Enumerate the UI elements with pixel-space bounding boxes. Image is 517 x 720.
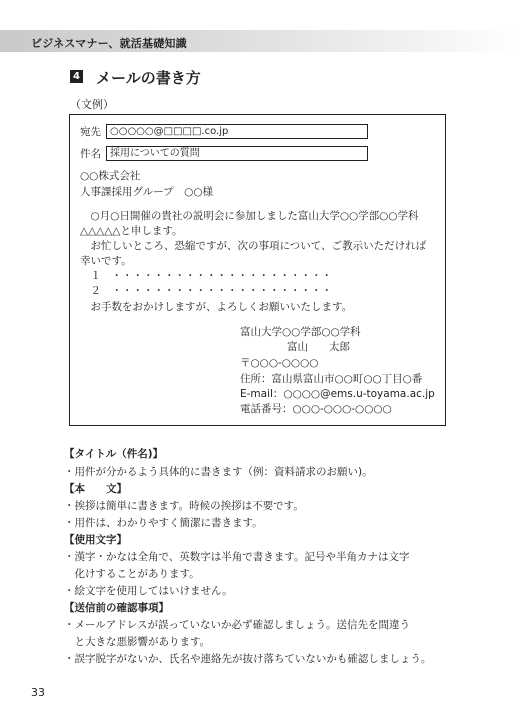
signature-name: 富山 太郎 [287,341,350,353]
section-title: メールの書き方 [96,69,201,87]
to-field: ○○○○○@□□□□.co.jp [106,124,368,139]
note-heading-characters: 【使用文字】 [64,534,127,546]
body-line: お忙しいところ、恐縮ですが、次の事項について、ご教示いただければ [80,240,427,252]
note-line: と大きな悪影響があります。 [64,636,211,648]
note-line: ・メールアドレスが誤っていないか必ず確認しましょう。送信先を間違う [64,619,410,631]
subject-label: 件名 [80,148,101,160]
note-line: ・挨拶は簡単に書きます。時候の挨拶は不要です。 [64,500,304,512]
note-line: 化けすることがあります。 [64,568,200,580]
body-line: ○○株式会社 [80,170,141,182]
note-line: ・漢字・かなは全角で、英数字は半角で書きます。記号や半角カナは文字 [64,551,410,563]
note-heading-body: 【本 文】 [64,483,127,495]
body-line: １ ・・・・・・・・・・・・・・・・・・・・・ [80,270,332,282]
signature-affiliation: 富山大学○○学部○○学科 [240,326,361,338]
note-heading-checks: 【送信前の確認事項】 [64,602,169,614]
note-line: ・用件が分かるよう具体的に書きます（例：資料請求のお願い)。 [64,466,373,478]
body-line: お手数をおかけしますが、よろしくお願いいたします。 [80,301,353,313]
signature-address: 住所：富山県富山市○○町○○丁目○番 [240,373,423,385]
note-line: ・絵文字を使用してはいけません。 [64,585,233,597]
note-line: ・用件は、わかりやすく簡潔に書きます。 [64,517,263,529]
body-line: △△△△△と申します。 [80,225,183,237]
body-line: ○月○日開催の貴社の説明会に参加しました富山大学○○学部○○学科 [80,210,419,222]
signature-postal: 〒○○○-○○○○ [240,357,319,369]
example-label: （文例） [70,98,114,111]
running-header-title: ビジネスマナー、就活基礎知識 [31,37,187,50]
note-heading-title: 【タイトル（件名)】 [64,448,164,460]
signature-phone: 電話番号：○○○-○○○-○○○○ [240,403,392,415]
email-example-box [69,114,446,426]
subject-field: 採用についての質問 [106,146,368,161]
note-line: ・誤字脱字がないか、氏名や連絡先が抜け落ちていないかも確認しましょう。 [64,653,432,665]
signature-email: E-mail：○○○○@ems.u-toyama.ac.jp [240,388,435,400]
body-line: 幸いです。 [80,255,132,267]
body-line: ２ ・・・・・・・・・・・・・・・・・・・・・ [80,285,332,297]
page-number: 33 [31,686,45,699]
section-number-badge: 4 [70,70,83,83]
body-line: 人事課採用グループ ○○様 [80,186,213,198]
to-label: 宛先 [80,126,101,138]
